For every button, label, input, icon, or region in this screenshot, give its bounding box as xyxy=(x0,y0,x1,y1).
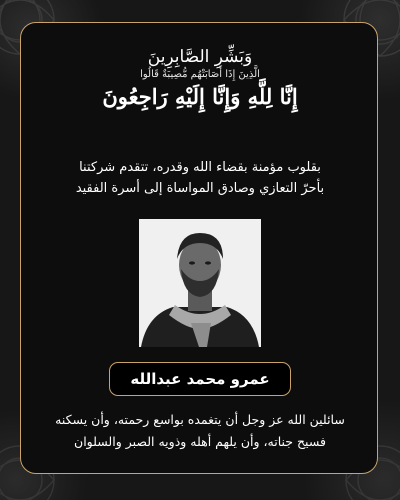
condolence-intro xyxy=(28,157,372,199)
deceased-name-box xyxy=(109,362,291,396)
prayer-line-2: فسيح جناته، وأن يلهم أهله وذويه الصبر والسلوان xyxy=(74,434,326,449)
prayer-text xyxy=(28,409,372,453)
deceased-photo xyxy=(139,219,261,347)
deceased-name: عمرو محمد عبدالله xyxy=(130,370,270,388)
quran-verse xyxy=(0,46,400,112)
portrait-image xyxy=(139,219,261,347)
prayer-line-1: سائلين الله عز وجل أن يتغمده بواسع رحمته، وأن يسكنه xyxy=(55,412,345,427)
verse-line-3: إِنَّا لِلَّهِ وَإِنَّا إِلَيْهِ رَاجِعُونَ xyxy=(102,84,298,109)
intro-line-1: بقلوب مؤمنة بقضاء الله وقدره، تتقدم شركتنا xyxy=(79,160,321,175)
verse-line-1: وَبَشِّرِ الصَّابِرِينَ xyxy=(147,47,253,67)
intro-line-2: بأحرّ التعازي وصادق المواساة إلى أسرة الفقيد xyxy=(75,181,325,196)
verse-line-2: الَّذِينَ إِذَا أَصَابَتْهُم مُّصِيبَةٌ قَالُوا xyxy=(140,69,260,80)
